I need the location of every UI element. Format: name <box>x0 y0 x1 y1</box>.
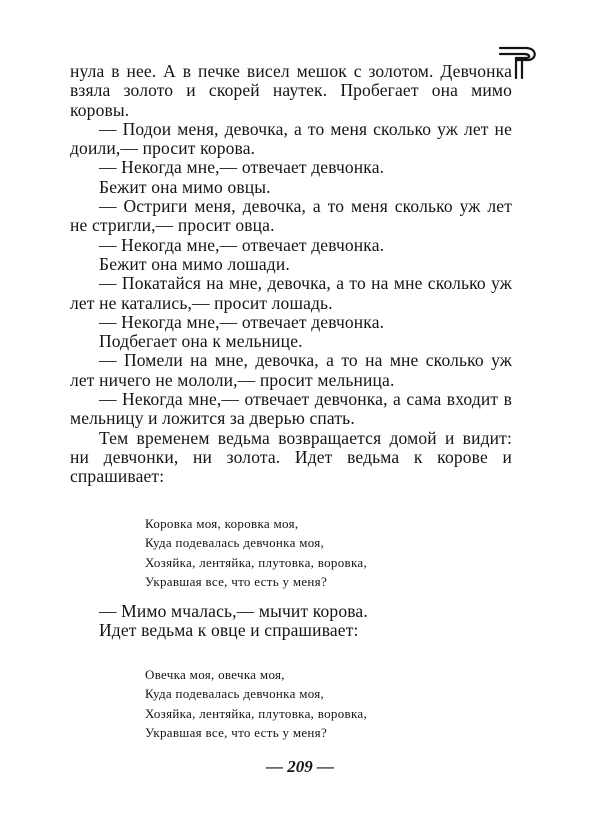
verse-line: Хозяйка, лентяйка, плутовка, воровка, <box>145 554 367 570</box>
verse-stanza <box>145 665 367 743</box>
paragraph: — Некогда мне,— отвечает девчонка. <box>99 157 385 178</box>
paragraph: Бежит она мимо лошади. <box>99 253 290 274</box>
verse-line: Коровка моя, коровка моя, <box>145 516 299 531</box>
verse-stanza <box>145 514 367 592</box>
verse-line: Куда подевалась девчонка моя, <box>145 686 325 702</box>
verse-line: Укравшая все, что есть у меня? <box>145 574 328 590</box>
verse-line: Укравшая все, что есть у меня? <box>145 725 328 741</box>
paragraph: Бежит она мимо овцы. <box>99 176 271 197</box>
verse-line: Куда подевалась девчонка моя, <box>145 535 325 551</box>
paragraph: — Некогда мне,— отвечает девчонка. <box>99 234 385 255</box>
paragraph: — Покатайся на мне, девочка, а то на мне сколько уж лет не катались,— просит лошадь. <box>70 273 512 313</box>
paragraph: Подбегает она к мельнице. <box>99 331 303 352</box>
paragraph: — Мимо мчалась,— мычит корова. <box>99 601 368 621</box>
page-number: — 209 — <box>266 757 334 776</box>
paragraph: Тем временем ведьма возвращается домой и видит: ни девчонки, ни золота. Идет ведьма к корове и спрашивает: <box>70 427 512 487</box>
paragraph: — Помели на мне, девочка, а то на мне сколько уж лет ничего не мололи,— просит мельница. <box>70 350 512 390</box>
verse-line: Хозяйка, лентяйка, плутовка, воровка, <box>145 705 367 721</box>
paragraph: — Подои меня, девочка, а то меня сколько уж лет не доили,— просит корова. <box>70 118 512 159</box>
main-text <box>70 62 512 487</box>
paragraph: Идет ведьма к овце и спрашивает: <box>99 620 359 641</box>
paragraph: — Некогда мне,— отвечает девчонка, а сама входит в мельницу и ложится за дверью спать. <box>70 389 512 429</box>
paragraph: нула в нее. А в печке висел мешок с золотом. Девчонка взяла золото и скорей наутек. Пробегает она мимо коровы. <box>70 61 512 120</box>
paragraph: — Некогда мне,— отвечает девчонка. <box>99 311 385 332</box>
main-text-continued <box>70 602 512 641</box>
paragraph: — Остриги меня, девочка, а то меня сколько уж лет не стригли,— просит овца. <box>70 196 512 236</box>
verse-line: Овечка моя, овечка моя, <box>145 667 285 682</box>
